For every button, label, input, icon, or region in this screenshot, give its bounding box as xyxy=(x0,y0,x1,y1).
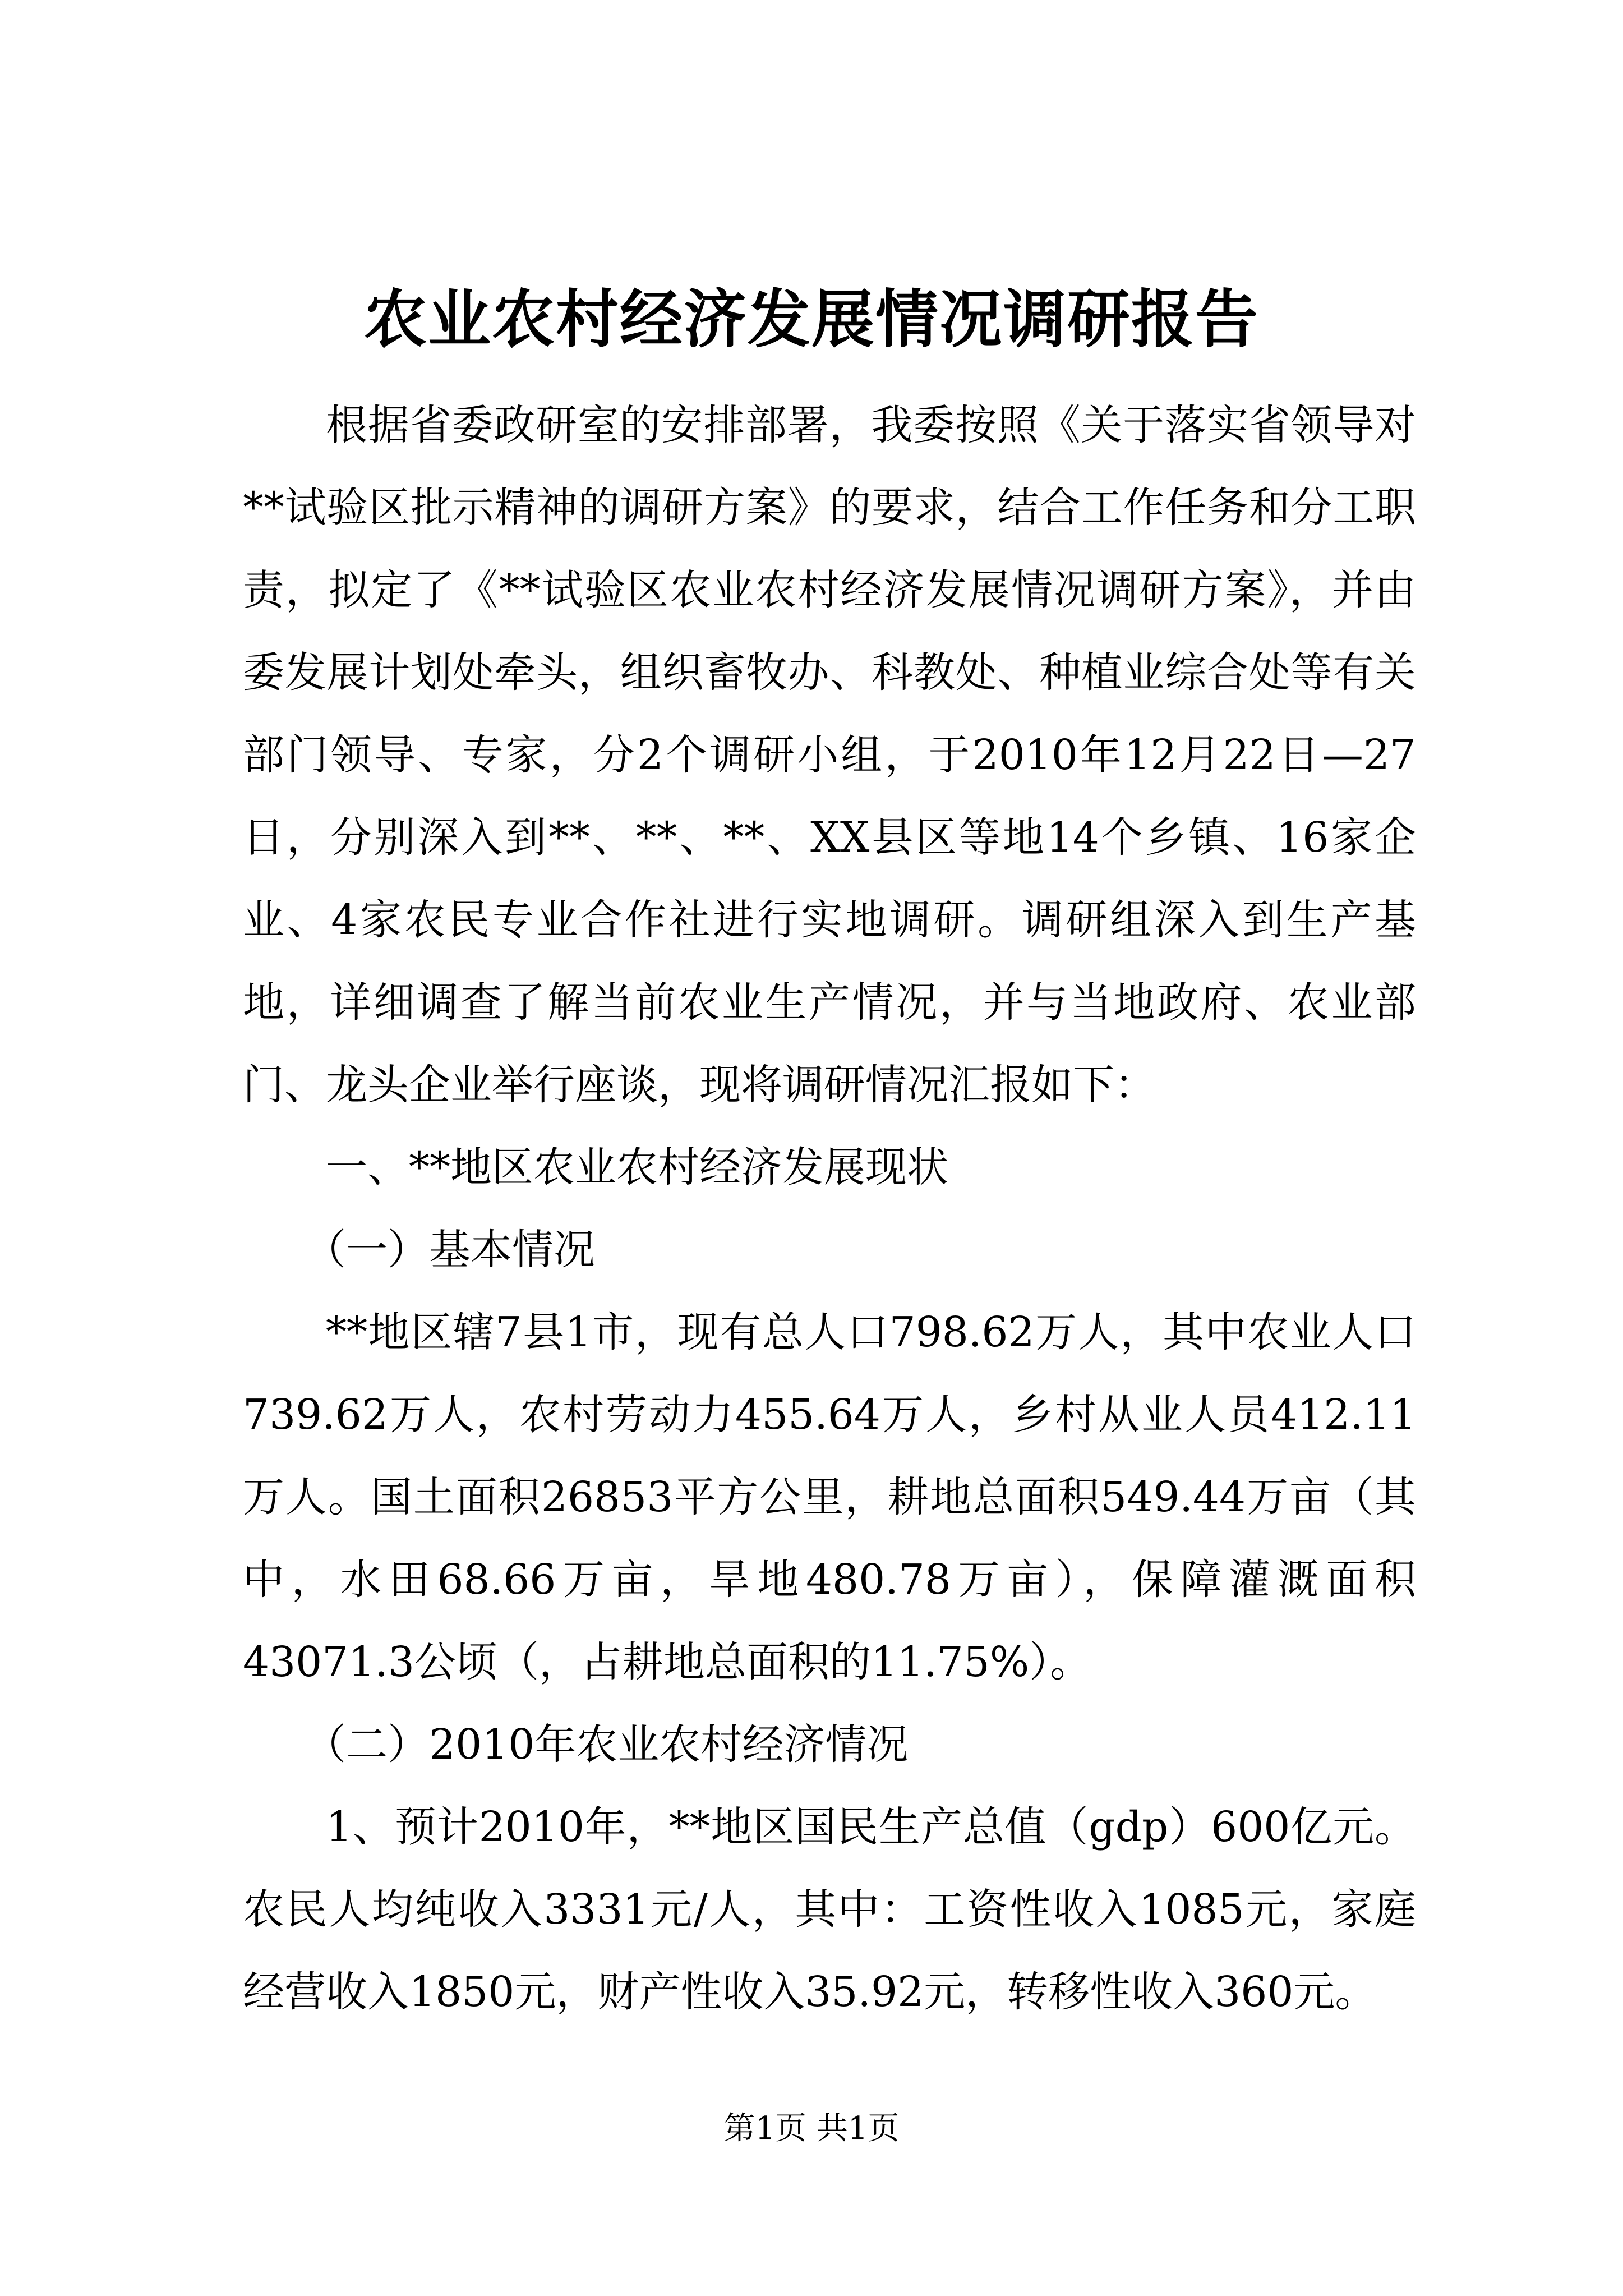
page-footer: 第1页 共1页 xyxy=(723,2110,900,2147)
intro-paragraph: 根据省委政研室的安排部署，我委按照《关于落实省领导对**试验区批示精神的调研方案》的要求，结合工作任务和分工职责，拟定了《**试验区农业农村经济发展情况调研方案》，并由委发展计划处牵头，组织畜牧办、科教处、种植业综合处等有关部门领导、专家，分2个调研小组，于2010年12月22日—27日，分别深入到**、**、**、XX县区等地14个乡镇、16家企业、4家农民专业合作社进行实地调研。调研组深入到生产基地，详细调查了解当前农业生产情况，并与当地政府、农业部门、龙头企业举行座谈，现将调研情况汇报如下： xyxy=(243,401,1416,1109)
subsection-heading-1: （一）基本情况 xyxy=(305,1226,595,1274)
document-title: 农业农村经济发展情况调研报告 xyxy=(364,283,1259,356)
document-body xyxy=(243,384,1416,2033)
basic-info-paragraph: **地区辖7县1市，现有总人口798.62万人，其中农业人口739.62万人，农村劳动力455.64万人，乡村从业人员412.11万人。国土面积26853平方公里，耕地总面积549.44万亩（其中，水田68.66万亩，旱地480.78万亩），保障灌溉面积43071.3公顷（，占耕地总面积的11.75%）。 xyxy=(243,1308,1416,1686)
economy-paragraph: 1、预计2010年，**地区国民生产总值（gdp）600亿元。农民人均纯收入3331元/人，其中：工资性收入1085元，家庭经营收入1850元，财产性收入35.92元，转移性收入360元。 xyxy=(243,1803,1416,2016)
subsection-heading-2: （二）2010年农业农村经济情况 xyxy=(305,1720,909,1769)
section-heading-1: 一、**地区农业农村经济发展现状 xyxy=(326,1143,948,1191)
